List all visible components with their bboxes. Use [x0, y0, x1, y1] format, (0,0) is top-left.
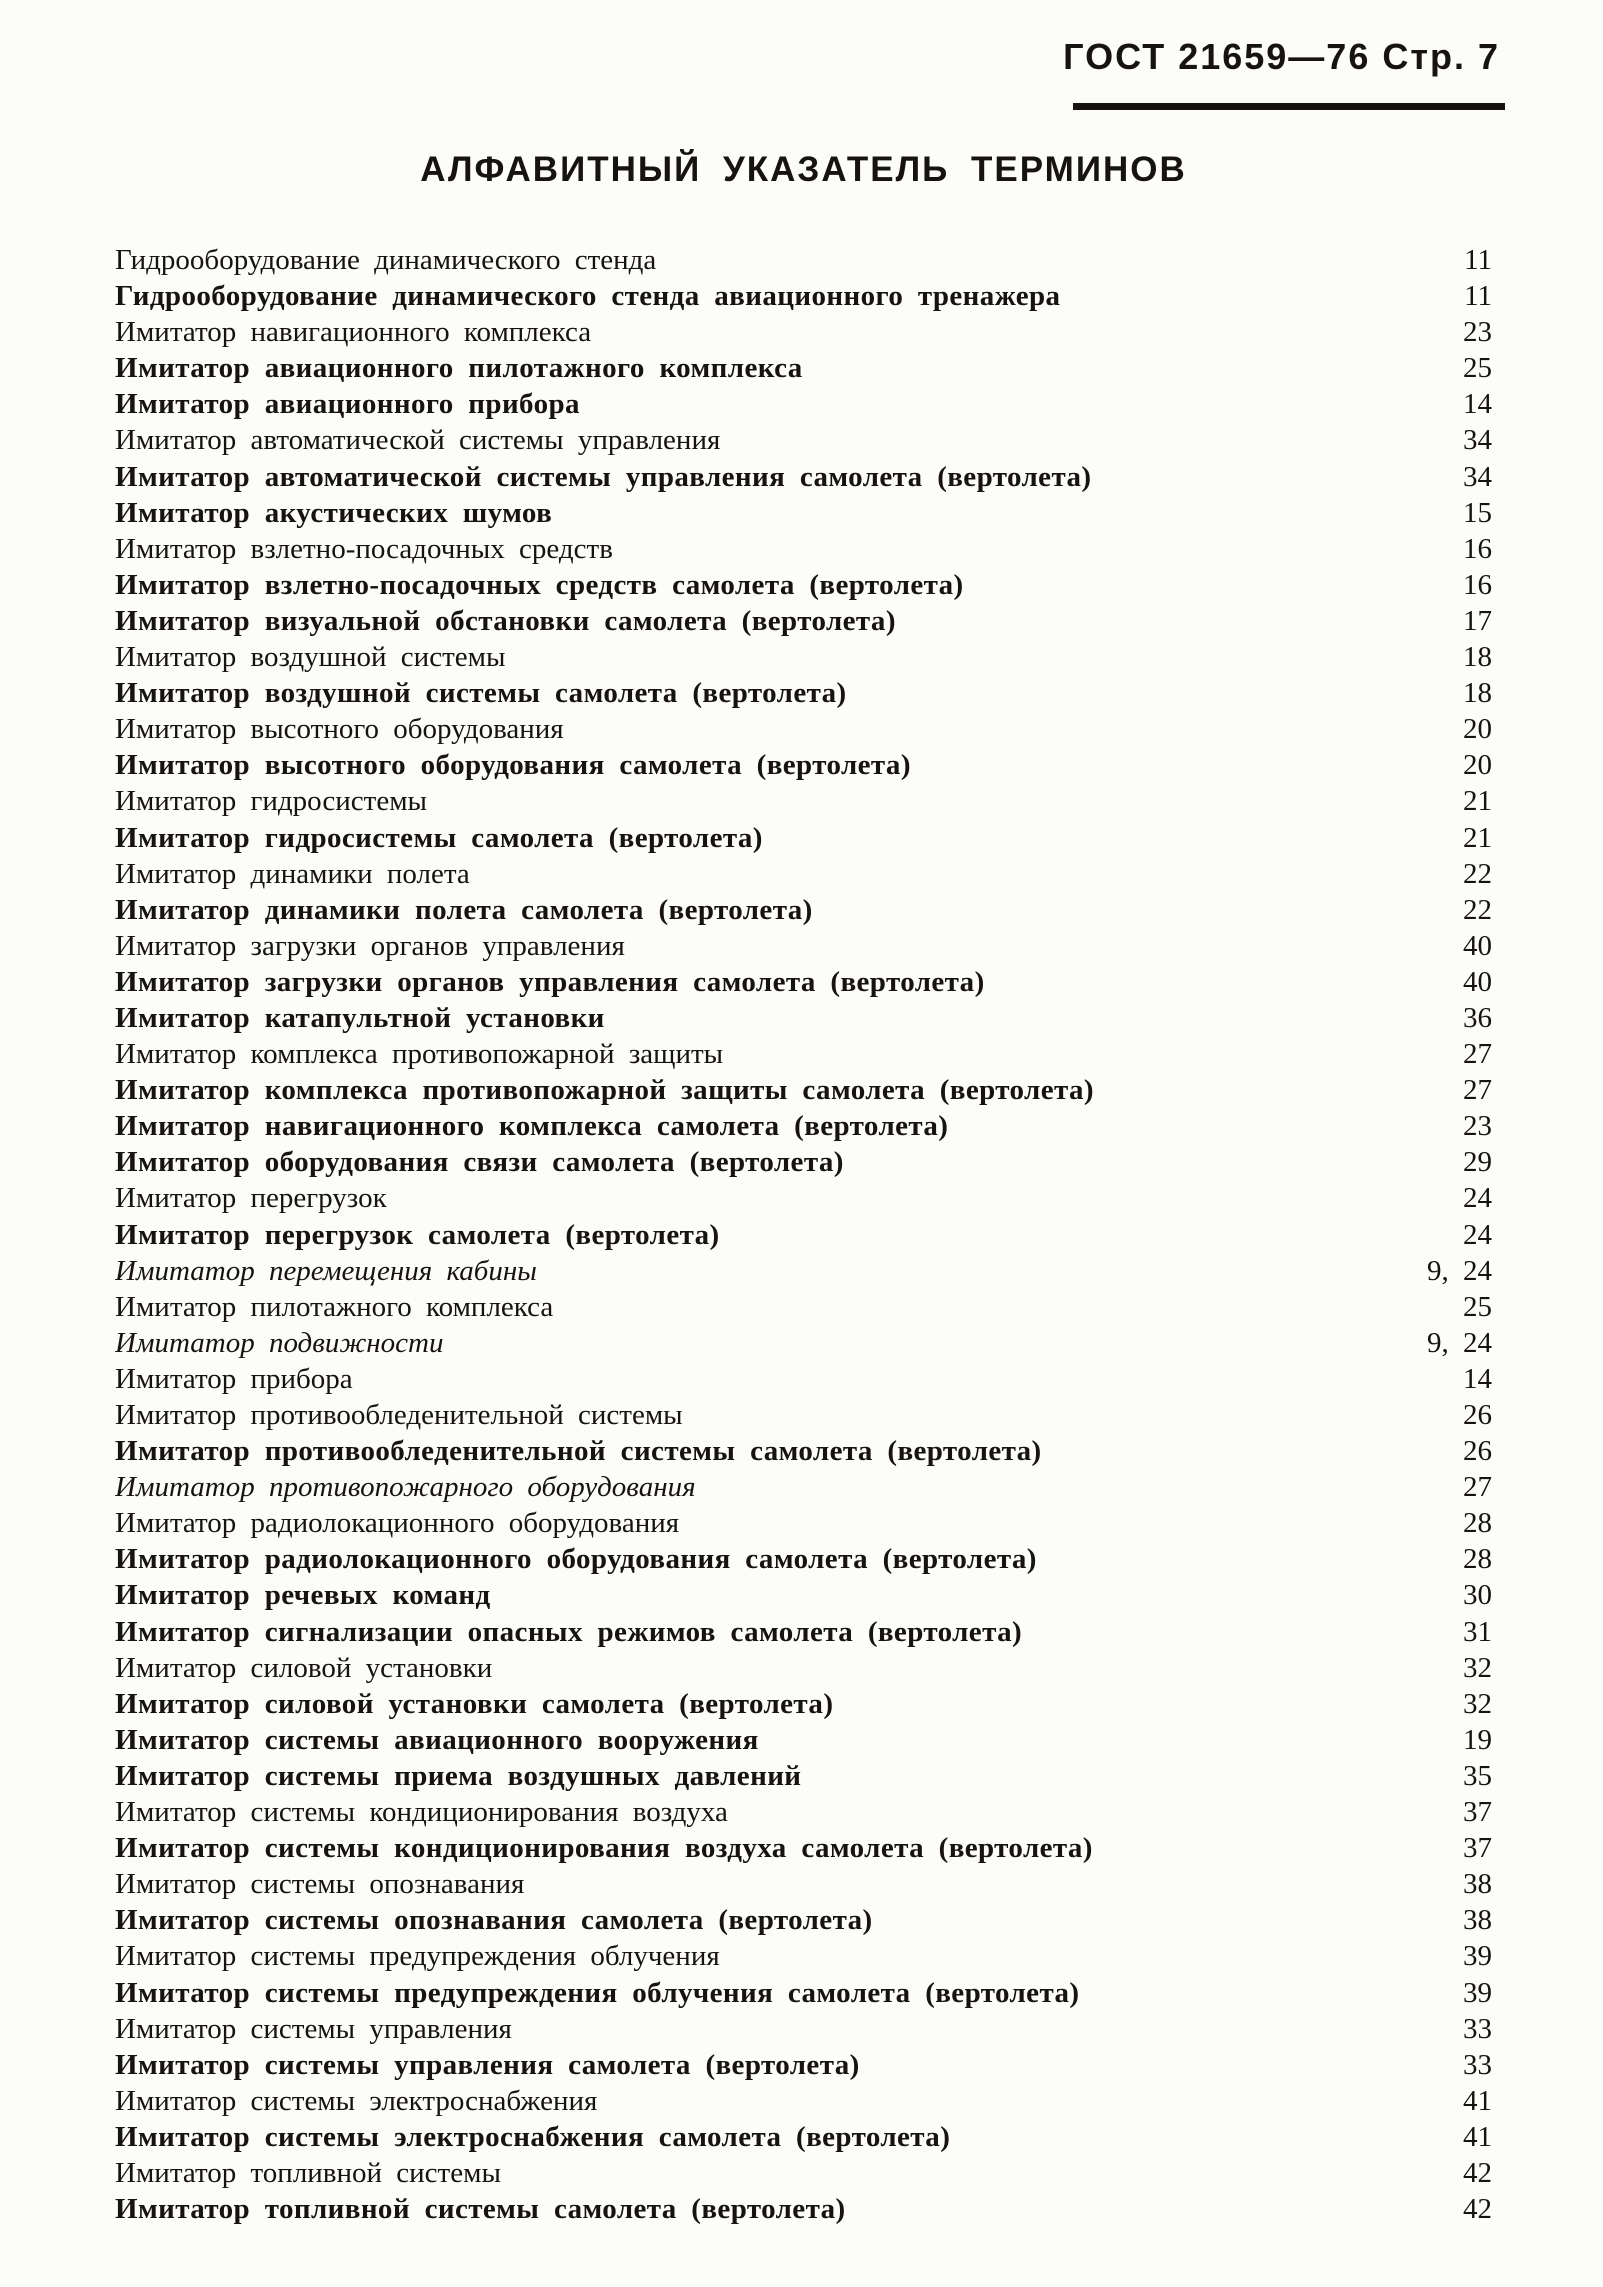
- index-entry: [115, 964, 1492, 1000]
- index-entry: [115, 1000, 1492, 1036]
- index-entry: [115, 747, 1492, 783]
- index-entry: [115, 1938, 1492, 1974]
- index-entry: [115, 1469, 1492, 1505]
- index-term: Имитатор речевых команд: [115, 1579, 491, 1612]
- index-term: Имитатор авиационного пилотажного комплекса: [115, 352, 803, 385]
- index-page-number: 11: [1464, 244, 1492, 276]
- index-page-number: 31: [1463, 1615, 1492, 1648]
- header-divider: [1073, 103, 1505, 110]
- index-entry: [115, 2083, 1492, 2119]
- index-term: Имитатор системы кондиционирования воздуха самолета (вертолета): [115, 1832, 1093, 1865]
- index-term: Имитатор топливной системы самолета (вертолета): [115, 2193, 846, 2226]
- index-term: Имитатор системы опознавания самолета (вертолета): [115, 1904, 873, 1937]
- index-page-number: 30: [1463, 1579, 1492, 1612]
- index-term: Имитатор сигнализации опасных режимов самолета (вертолета): [115, 1615, 1023, 1648]
- index-term: Имитатор системы кондиционирования воздуха: [115, 1796, 728, 1829]
- index-entry: [115, 856, 1492, 892]
- index-page-number: 16: [1463, 532, 1492, 565]
- index-term: Имитатор противообледенительной системы: [115, 1399, 683, 1431]
- index-term: Имитатор силовой установки: [115, 1651, 493, 1684]
- index-term: Имитатор акустических шумов: [115, 496, 553, 529]
- index-term: Имитатор динамики полета самолета (вертолета): [115, 893, 813, 926]
- index-page-number: 34: [1463, 460, 1492, 493]
- index-term: Имитатор противопожарного оборудования: [115, 1471, 696, 1504]
- index-entry: [115, 2047, 1492, 2083]
- index-term: Имитатор системы авиационного вооружения: [115, 1723, 759, 1756]
- index-entry: [115, 1794, 1492, 1830]
- index-entry: [115, 1758, 1492, 1794]
- index-page-number: 33: [1463, 2048, 1492, 2081]
- index-page-number: 36: [1463, 1001, 1492, 1034]
- index-entry: [115, 1072, 1492, 1108]
- index-term: Имитатор взлетно-посадочных средств: [115, 532, 613, 565]
- index-entry: [115, 278, 1492, 314]
- index-entry: [115, 1866, 1492, 1902]
- index-entry: [115, 1541, 1492, 1577]
- index-term: Имитатор пилотажного комплекса: [115, 1290, 554, 1323]
- index-entry: [115, 1108, 1492, 1144]
- index-term: Имитатор противообледенительной системы самолета (вертолета): [115, 1435, 1042, 1468]
- index-page-number: 27: [1463, 1471, 1492, 1504]
- index-page-number: 37: [1463, 1796, 1492, 1829]
- index-page-number: 18: [1463, 641, 1492, 674]
- index-page-number: 15: [1463, 496, 1492, 529]
- index-entry: [115, 2011, 1492, 2047]
- index-term: Имитатор визуальной обстановки самолета (вертолета): [115, 604, 896, 637]
- index-term: Имитатор навигационного комплекса самолета (вертолета): [115, 1110, 949, 1143]
- index-term: Имитатор топливной системы: [115, 2156, 501, 2189]
- index-page-number: 40: [1463, 965, 1492, 998]
- index-page-number: 39: [1463, 1976, 1492, 2009]
- index-entry: [115, 1614, 1492, 1650]
- index-page-number: 20: [1463, 749, 1492, 782]
- index-entry: [115, 1830, 1492, 1866]
- index-page-number: 11: [1464, 280, 1492, 313]
- index-page-number: 25: [1463, 352, 1492, 385]
- index-page-number: 23: [1463, 316, 1492, 349]
- index-entry: [115, 1975, 1492, 2011]
- index-page-number: 20: [1463, 713, 1492, 746]
- index-page-number: 39: [1463, 1940, 1492, 1973]
- index-page-number: 37: [1463, 1832, 1492, 1865]
- index-term: Имитатор автоматической системы управления самолета (вертолета): [115, 460, 1092, 493]
- index-page-number: 14: [1463, 1362, 1492, 1395]
- index-page-number: 9, 24: [1427, 1254, 1492, 1287]
- index-entry: [115, 567, 1492, 603]
- index-page-number: 28: [1463, 1543, 1492, 1576]
- index-entry: [115, 1722, 1492, 1758]
- index-term: Имитатор высотного оборудования: [115, 713, 564, 746]
- index-page-number: 27: [1463, 1074, 1492, 1107]
- page-header: ГОСТ 21659—76 Стр. 7: [1063, 36, 1500, 77]
- index-page-number: 35: [1463, 1759, 1492, 1792]
- index-term: Имитатор загрузки органов управления самолета (вертолета): [115, 965, 985, 998]
- index-page-number: 16: [1463, 568, 1492, 601]
- index-term: Имитатор катапультной установки: [115, 1001, 605, 1034]
- index-entry: [115, 1325, 1492, 1361]
- index-term: Имитатор перегрузок самолета (вертолета): [115, 1218, 720, 1251]
- index-page-number: 38: [1463, 1868, 1492, 1901]
- index-entry: [115, 1505, 1492, 1541]
- index-term: Имитатор оборудования связи самолета (вертолета): [115, 1146, 844, 1179]
- index-page-number: 32: [1463, 1687, 1492, 1720]
- index-page-number: 28: [1463, 1507, 1492, 1540]
- index-entry: [115, 495, 1492, 531]
- index-entry: [115, 2191, 1492, 2227]
- index-entry: [115, 675, 1492, 711]
- index-term: Имитатор комплекса противопожарной защиты: [115, 1038, 724, 1071]
- index-page-number: 41: [1463, 2120, 1492, 2153]
- index-page-number: 26: [1463, 1435, 1492, 1468]
- index-term: Имитатор силовой установки самолета (вертолета): [115, 1687, 834, 1720]
- index-term: Имитатор гидросистемы: [115, 785, 428, 818]
- index-page-number: 23: [1463, 1110, 1492, 1143]
- index-term: Имитатор системы электроснабжения: [115, 2084, 598, 2117]
- index-page-number: 42: [1463, 2156, 1492, 2189]
- index-term: Имитатор авиационного прибора: [115, 388, 580, 421]
- index-entry: [115, 1289, 1492, 1325]
- index-entry: [115, 1361, 1492, 1397]
- index-page-number: 18: [1463, 677, 1492, 710]
- index-page-number: 21: [1463, 785, 1492, 818]
- index-term: Имитатор системы предупреждения облучения: [115, 1940, 720, 1973]
- index-term: Гидрооборудование динамического стенда авиационного тренажера: [115, 280, 1061, 313]
- index-entry: [115, 1036, 1492, 1072]
- index-page-number: 17: [1463, 604, 1492, 637]
- index-entry: [115, 639, 1492, 675]
- index-term: Имитатор загрузки органов управления: [115, 929, 625, 962]
- index-page-number: 26: [1463, 1399, 1492, 1431]
- index-term: Имитатор навигационного комплекса: [115, 316, 592, 349]
- index-entry: [115, 603, 1492, 639]
- index-entry: [115, 1144, 1492, 1180]
- index-term: Имитатор подвижности: [115, 1326, 444, 1359]
- index-entry: [115, 2155, 1492, 2191]
- index-entry: [115, 386, 1492, 422]
- index-entry: [115, 1650, 1492, 1686]
- index-page-number: 34: [1463, 424, 1492, 457]
- index-term: Имитатор перегрузок: [115, 1182, 387, 1215]
- index-page-number: 42: [1463, 2193, 1492, 2226]
- index-term: Имитатор радиолокационного оборудования: [115, 1507, 680, 1540]
- index-entry: [115, 531, 1492, 567]
- index-page-number: 41: [1463, 2084, 1492, 2117]
- index-entry: [115, 422, 1492, 458]
- index-entry: [115, 1217, 1492, 1253]
- index-page-number: 25: [1463, 1290, 1492, 1323]
- index-term: Имитатор взлетно-посадочных средств самолета (вертолета): [115, 568, 964, 601]
- index-entry: [115, 783, 1492, 819]
- index-entry: [115, 1433, 1492, 1469]
- index-entry: [115, 892, 1492, 928]
- index-term: Имитатор автоматической системы управления: [115, 424, 721, 457]
- index-term: Имитатор воздушной системы самолета (вертолета): [115, 677, 847, 710]
- index-page-number: 21: [1463, 821, 1492, 854]
- index-term: Имитатор перемещения кабины: [115, 1254, 537, 1287]
- index-page-number: 40: [1463, 929, 1492, 962]
- index-entry: [115, 1253, 1492, 1289]
- index-entry: [115, 459, 1492, 495]
- index-term: Имитатор радиолокационного оборудования самолета (вертолета): [115, 1543, 1037, 1576]
- page-title: АЛФАВИТНЫЙ УКАЗАТЕЛЬ ТЕРМИНОВ: [420, 150, 1187, 189]
- index-entry: [115, 1180, 1492, 1216]
- index-entry: [115, 1686, 1492, 1722]
- index-term: Имитатор прибора: [115, 1362, 353, 1395]
- index-term: Имитатор системы электроснабжения самолета (вертолета): [115, 2120, 951, 2153]
- index-term: Имитатор высотного оборудования самолета (вертолета): [115, 749, 911, 782]
- index-term: Имитатор системы предупреждения облучения самолета (вертолета): [115, 1976, 1080, 2009]
- index-entry: [115, 350, 1492, 386]
- index-term: Имитатор гидросистемы самолета (вертолета): [115, 821, 763, 854]
- index-term: Имитатор системы опознавания: [115, 1868, 525, 1901]
- index-entry: [115, 2119, 1492, 2155]
- index-term: Гидрооборудование динамического стенда: [115, 244, 657, 276]
- index-page-number: 27: [1463, 1038, 1492, 1071]
- index-term: Имитатор системы приема воздушных давлений: [115, 1759, 802, 1792]
- index-page-number: 38: [1463, 1904, 1492, 1937]
- index-entry: [115, 1397, 1492, 1433]
- index-page-number: 24: [1463, 1182, 1492, 1215]
- index-page-number: 29: [1463, 1146, 1492, 1179]
- index-page-number: 22: [1463, 893, 1492, 926]
- index-page-number: 32: [1463, 1651, 1492, 1684]
- index-entry: [115, 711, 1492, 747]
- index-term: Имитатор динамики полета: [115, 857, 470, 890]
- index-entry: [115, 820, 1492, 856]
- index-term: Имитатор системы управления: [115, 2012, 512, 2045]
- index-page-number: 19: [1463, 1723, 1492, 1756]
- index-entry: [115, 928, 1492, 964]
- index-entry: [115, 242, 1492, 278]
- index-page-number: 24: [1463, 1218, 1492, 1251]
- index-page-number: 33: [1463, 2012, 1492, 2045]
- index-page-number: 14: [1463, 388, 1492, 421]
- index-entry: [115, 314, 1492, 350]
- index-page-number: 22: [1463, 857, 1492, 890]
- index-term: Имитатор системы управления самолета (вертолета): [115, 2048, 860, 2081]
- index-list: [115, 242, 1492, 2227]
- index-term: Имитатор комплекса противопожарной защиты самолета (вертолета): [115, 1074, 1094, 1107]
- index-page-number: 9, 24: [1427, 1326, 1492, 1359]
- index-term: Имитатор воздушной системы: [115, 641, 506, 674]
- index-entry: [115, 1577, 1492, 1613]
- index-entry: [115, 1902, 1492, 1938]
